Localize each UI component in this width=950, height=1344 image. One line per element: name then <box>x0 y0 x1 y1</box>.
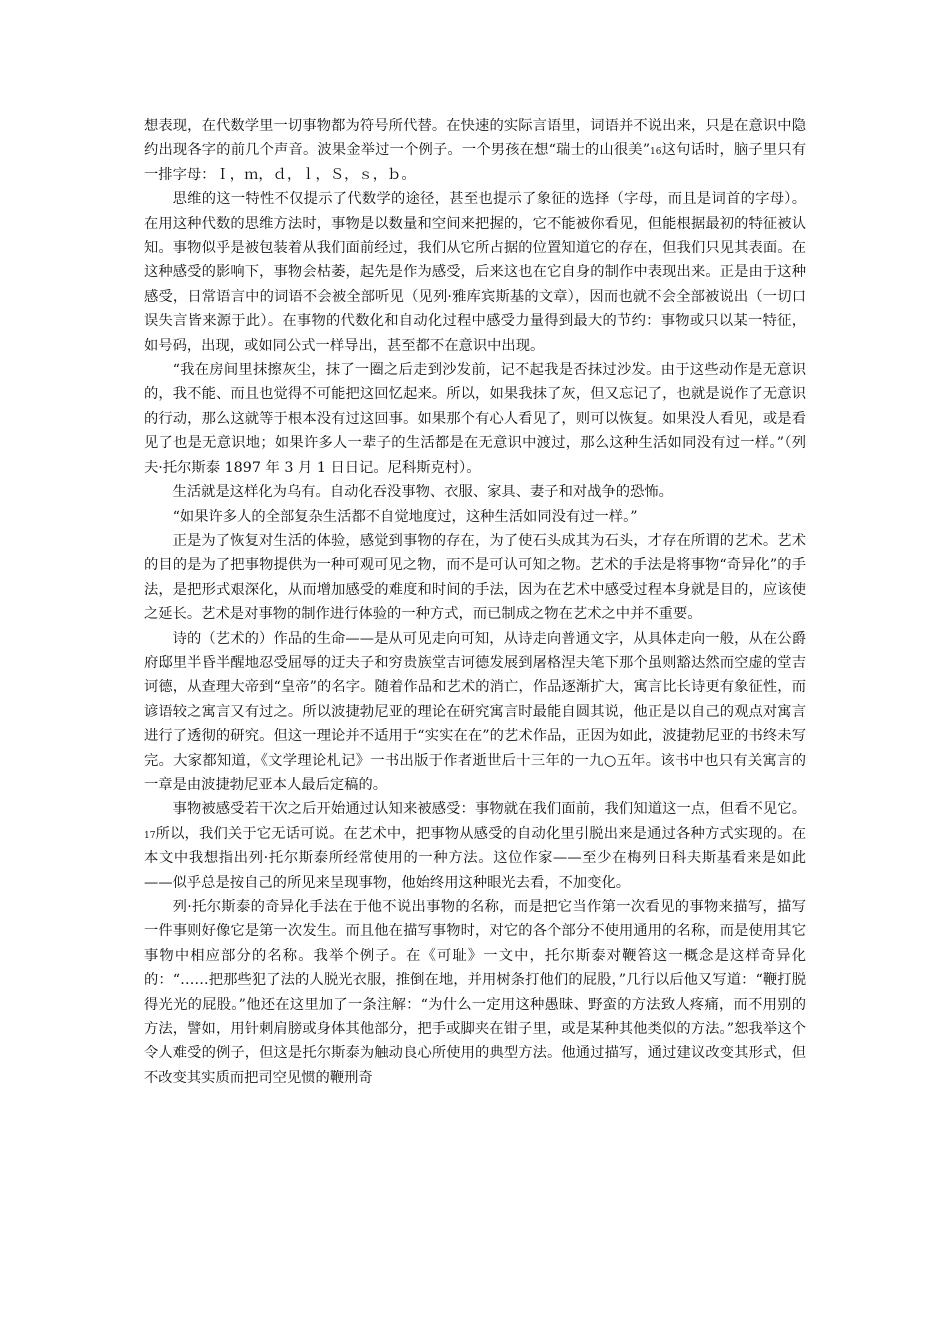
paragraph-9: 列·托尔斯泰的奇异化手法在于他不说出事物的名称，而是把它当作第一次看见的事物来描写，描写一件事则好像它是第一次发生。而且他在描写事物时，对它的各个部分不使用通用的名称，而是使用其它事物中相应部分的名称。我举个例子。在《可耻》一文中，托尔斯泰对鞭笞这一概念是这样奇异化的：“……把那些犯了法的人脱光衣服，推倒在地，并用树条打他们的屁股，”几行以后他又写道：“鞭打脱得光光的屁股。”他还在这里加了一条注解：“为什么一定用这种愚昧、野蛮的方法致人疼痛，而不用别的方法，譬如，用针刺肩膀或身体其他部分，把手或脚夹在钳子里，或是某种其他类似的方法。”恕我举这个令人难受的例子，但这是托尔斯泰为触动良心所使用的典型方法。他通过描写，通过建议改变其形式，但不改变其实质而把司空见惯的鞭刑奇 <box>144 899 806 1086</box>
paragraph-4: 生活就是这样化为乌有。自动化吞没事物、衣服、家具、妻子和对战争的恐怖。 <box>172 484 673 501</box>
footnote-ref-16: 16 <box>650 147 662 158</box>
paragraph-1-text-cont: 这句话时，脑子里只有一排字母：Ｉ，ｍ，ｄ，ｌ，Ｓ，ｓ，ｂ。 <box>144 142 806 183</box>
paragraph-6: 正是为了恢复对生活的体验，感觉到事物的存在，为了使石头成其为石头，才存在所谓的艺术。艺术的目的是为了把事物提供为一种可观可见之物，而不是可认可知之物。艺术的手法是将事物“奇异化”的手法，是把形式艰深化，从而增加感受的难度和时间的手法，因为在艺术中感受过程本身就是目的，应该使之延长。艺术是对事物的制作进行体验的一种方式，而已制成之物在艺术之中并不重要。 <box>144 532 806 623</box>
paragraph-8 <box>144 797 806 895</box>
paragraph-2: 思维的这一特性不仅提示了代数学的途径，甚至也提示了象征的选择（字母，而且是词首的字母）。在用这种代数的思维方法时，事物是以数量和空间来把握的，它不能被你看见，但能根据最初的特征被认知。事物似乎是被包装着从我们面前经过，我们从它所占据的位置知道它的存在，但我们只见其表面。在这种感受的影响下，事物会枯萎，起先是作为感受，后来这也在它自身的制作中表现出来。正是由于这种感受，日常语言中的词语不会被全部听见（见列·雅库宾斯基的文章），因而也就不会全部被说出（一切口误失言皆来源于此）。在事物的代数化和自动化过程中感受力量得到最大的节约：事物或只以某一特征，如号码，出现，或如同公式一样导出，甚至都不在意识中出现。 <box>144 191 806 354</box>
paragraph-1 <box>144 114 806 187</box>
paragraph-1-text: 想表现，在代数学里一切事物都为符号所代替。在快速的实际言语里，词语并不说出来，只是在意识中隐约出现各字的前几个声音。波果金举过一个例子。一个男孩在想“瑞士的山很美” <box>144 118 806 159</box>
paragraph-7: 诗的（艺术的）作品的生命——是从可见走向可知，从诗走向普通文字，从具体走向一般，从在公爵府邸里半昏半醒地忍受屈辱的迂夫子和穷贵族堂吉诃德发展到屠格涅夫笔下那个虽则豁达然而空虚的堂吉诃德，从查理大帝到“皇帝”的名字。随着作品和艺术的消亡，作品逐渐扩大，寓言比长诗更有象征性，而谚语较之寓言又有过之。所以波捷勃尼亚的理论在研究寓言时最能自圆其说，他正是以自己的观点对寓言进行了透彻的研究。但这一理论并不适用于“实实在在”的艺术作品，正因为如此，波捷勃尼亚的书终未写完。大家都知道，《文学理论札记》一书出版于作者逝世后十三年的一九○五年。该书中也只有关寓言的一章是由波捷勃尼亚本人最后定稿的。 <box>144 630 806 793</box>
document-page <box>144 114 806 1090</box>
paragraph-5: “如果许多人的全部复杂生活都不自觉地度过，这种生活如同没有过一样。” <box>172 508 638 525</box>
paragraph-8-text: 事物被感受若干次之后开始通过认知来被感受：事物就在我们面前，我们知道这一点，但看不见它。 <box>172 801 806 818</box>
footnote-ref-17: 17 <box>144 830 156 841</box>
paragraph-3: “我在房间里抹擦灰尘，抹了一圈之后走到沙发前，记不起我是否抹过沙发。由于这些动作是无意识的，我不能、而且也觉得不可能把这回忆起来。所以，如果我抹了灰，但又忘记了，也就是说作了无意识的行动，那么这就等于根本没有过这回事。如果那个有心人看见了，则可以恢复。如果没人看见，或是看见了也是无意识地；如果许多人一辈子的生活都是在无意识中渡过，那么这种生活如同没有过一样。”（列夫·托尔斯泰 1897 年 3 月 1 日日记。尼科斯克村）。 <box>144 362 806 476</box>
paragraph-8-text-cont: 所以，我们关于它无话可说。在艺术中，把事物从感受的自动化里引脱出来是通过各种方式实现的。在本文中我想指出列·托尔斯泰所经常使用的一种方法。这位作家——至少在梅列日科夫斯基看来是如此——似乎总是按自己的所见来呈现事物，他始终用这种眼光去看，不加变化。 <box>144 825 806 891</box>
